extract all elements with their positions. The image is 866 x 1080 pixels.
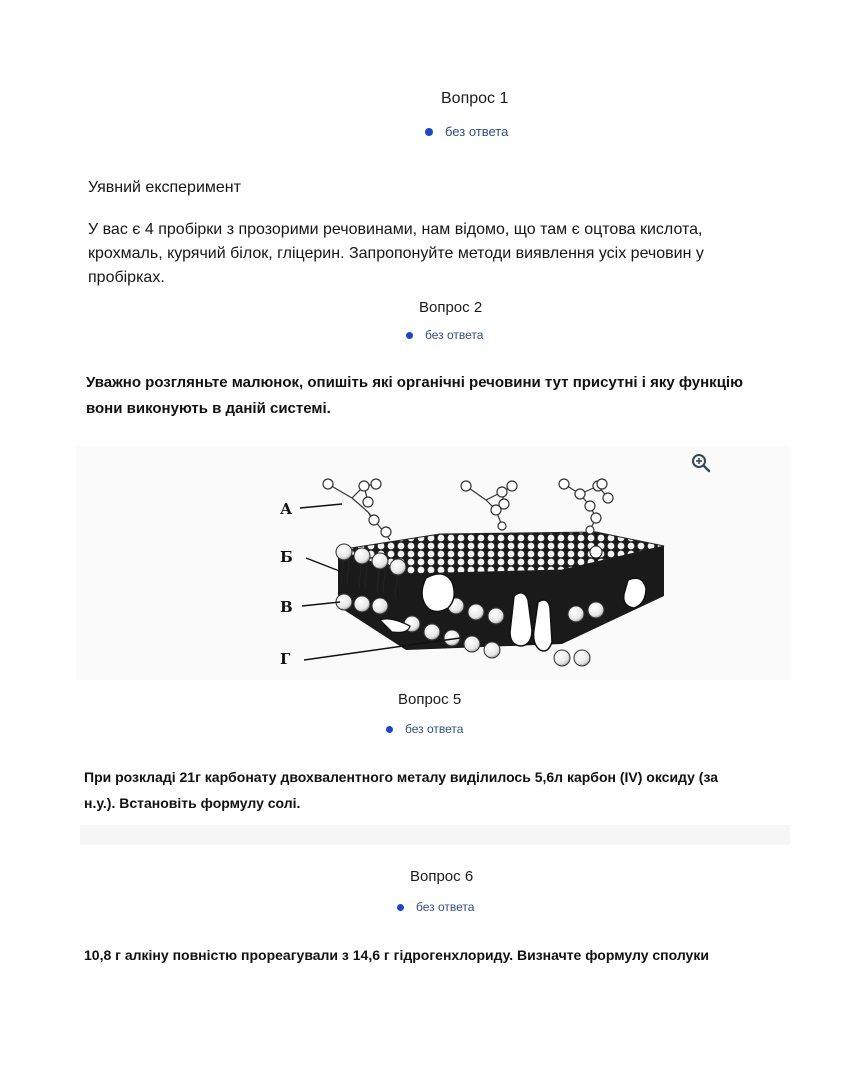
scan-shade-band: [80, 825, 790, 845]
question-1-heading: Уявний експеримент: [88, 179, 241, 196]
question-5-line-1: При розкладі 21г карбонату двохвалентного металу виділилось 5,6л карбон (IV) оксиду (за: [84, 769, 719, 785]
protein-2: [510, 593, 532, 646]
label-v: В: [280, 598, 293, 616]
question-6-title: Вопрос 6: [410, 868, 474, 885]
question-1-status: [425, 124, 508, 139]
question-1-title: Вопрос 1: [441, 90, 509, 107]
glycan-chains: [323, 479, 613, 540]
question-5-status: [386, 722, 463, 736]
protein-1: [422, 574, 454, 612]
question-2-status: [406, 328, 483, 342]
question-1-text: [88, 218, 808, 290]
question-2-status-text: без ответа: [425, 328, 484, 342]
question-2-title: Вопрос 2: [419, 299, 483, 316]
membrane-diagram: [76, 446, 790, 680]
label-b: Б: [280, 548, 293, 566]
question-1-line-2: крохмаль, курячий білок, гліцерин. Запропонуйте методи виявлення усіх речовин у: [88, 245, 704, 262]
status-dot-icon: [397, 904, 404, 911]
status-dot-icon: [425, 128, 433, 136]
label-g: Г: [280, 650, 291, 668]
question-2-line-2: вони виконують в даній системі.: [86, 400, 331, 417]
status-dot-icon: [406, 332, 413, 339]
question-1-status-text: без ответа: [445, 124, 509, 139]
question-5-title: Вопрос 5: [398, 691, 462, 708]
question-1-line-3: пробірках.: [88, 269, 165, 286]
question-6-status: [397, 900, 474, 914]
question-6-status-text: без ответа: [416, 900, 475, 914]
question-5-status-text: без ответа: [405, 722, 464, 736]
question-6-text: [84, 942, 804, 968]
question-2-line-1: Уважно розгляньте малюнок, опишіть які органічні речовини тут присутні і яку функцію: [86, 374, 743, 391]
label-a: А: [280, 500, 293, 518]
zoom-in-icon[interactable]: [690, 452, 712, 474]
question-5-text: [84, 764, 804, 816]
membrane-figure[interactable]: [76, 446, 790, 680]
question-2-text: [86, 370, 806, 422]
question-6-line-1: 10,8 г алкіну повністю прореагували з 14,6 г гідрогенхлориду. Визначте формулу сполуки: [84, 947, 709, 963]
status-dot-icon: [386, 726, 393, 733]
protein-6: [590, 546, 602, 558]
question-5-line-2: н.у.). Встановіть формулу солі.: [84, 795, 301, 811]
question-1-line-1: У вас є 4 пробірки з прозорими речовинами, нам відомо, що там є оцтова кислота,: [88, 221, 703, 238]
